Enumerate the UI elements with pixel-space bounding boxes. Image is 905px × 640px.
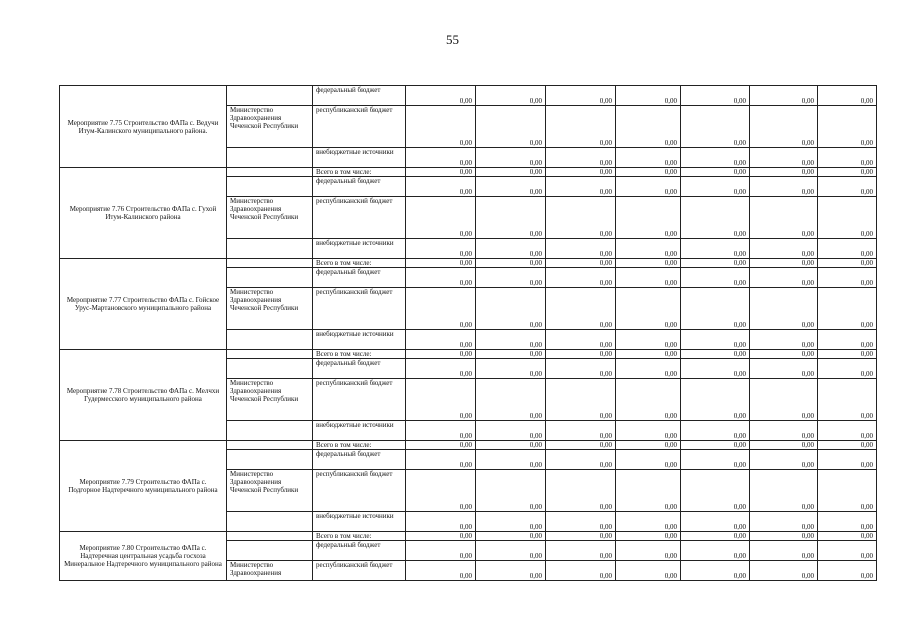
amount-cell: 0,00 xyxy=(681,330,750,350)
org-blank-cell xyxy=(227,86,313,106)
funding-source: федеральный бюджет xyxy=(313,541,406,561)
amount-cell: 0,00 xyxy=(616,379,681,421)
amount-cell: 0,00 xyxy=(750,106,818,148)
amount-cell: 0,00 xyxy=(406,450,476,470)
amount-cell: 0,00 xyxy=(681,168,750,177)
amount-cell: 0,00 xyxy=(546,359,616,379)
amount-cell: 0,00 xyxy=(616,168,681,177)
amount-cell: 0,00 xyxy=(476,441,546,450)
org-blank-cell xyxy=(227,168,313,177)
org-blank-cell xyxy=(227,350,313,359)
amount-cell: 0,00 xyxy=(818,239,877,259)
amount-cell: 0,00 xyxy=(406,541,476,561)
org-blank-cell xyxy=(227,450,313,470)
amount-cell: 0,00 xyxy=(750,259,818,268)
responsible-org: Министерство Здравоохранения Чеченской Республики xyxy=(227,470,313,512)
table-row xyxy=(60,441,877,450)
amount-cell: 0,00 xyxy=(406,168,476,177)
amount-cell: 0,00 xyxy=(476,421,546,441)
amount-cell: 0,00 xyxy=(750,197,818,239)
amount-cell: 0,00 xyxy=(750,330,818,350)
amount-cell: 0,00 xyxy=(681,239,750,259)
funding-source: федеральный бюджет xyxy=(313,268,406,288)
amount-cell: 0,00 xyxy=(406,532,476,541)
funding-source: федеральный бюджет xyxy=(313,177,406,197)
amount-cell: 0,00 xyxy=(546,512,616,532)
funding-source: Всего в том числе: xyxy=(313,532,406,541)
amount-cell: 0,00 xyxy=(750,148,818,168)
funding-source: республиканский бюджет xyxy=(313,561,406,581)
amount-cell: 0,00 xyxy=(681,350,750,359)
funding-source: внебюджетные источники xyxy=(313,330,406,350)
table-row xyxy=(60,168,877,177)
amount-cell: 0,00 xyxy=(616,259,681,268)
amount-cell: 0,00 xyxy=(681,532,750,541)
table-row xyxy=(60,532,877,541)
amount-cell: 0,00 xyxy=(476,541,546,561)
amount-cell: 0,00 xyxy=(750,288,818,330)
amount-cell: 0,00 xyxy=(476,177,546,197)
amount-cell: 0,00 xyxy=(546,421,616,441)
amount-cell: 0,00 xyxy=(476,330,546,350)
amount-cell: 0,00 xyxy=(681,106,750,148)
amount-cell: 0,00 xyxy=(546,268,616,288)
amount-cell: 0,00 xyxy=(818,421,877,441)
funding-source: федеральный бюджет xyxy=(313,450,406,470)
table-row xyxy=(60,259,877,268)
amount-cell: 0,00 xyxy=(616,177,681,197)
amount-cell: 0,00 xyxy=(616,561,681,581)
responsible-org: Министерство Здравоохранения Чеченской Республики xyxy=(227,197,313,239)
amount-cell: 0,00 xyxy=(818,177,877,197)
org-blank-cell xyxy=(227,541,313,561)
amount-cell: 0,00 xyxy=(750,450,818,470)
amount-cell: 0,00 xyxy=(546,197,616,239)
amount-cell: 0,00 xyxy=(476,512,546,532)
amount-cell: 0,00 xyxy=(818,441,877,450)
event-title: Мероприятие 7.77 Строительство ФАПа с. Гойское Урус-Мартановского муниципального района xyxy=(60,259,227,350)
budget-table xyxy=(59,85,877,581)
amount-cell: 0,00 xyxy=(546,541,616,561)
amount-cell: 0,00 xyxy=(476,288,546,330)
budget-table-body xyxy=(60,86,877,581)
amount-cell: 0,00 xyxy=(616,106,681,148)
amount-cell: 0,00 xyxy=(616,470,681,512)
amount-cell: 0,00 xyxy=(818,86,877,106)
amount-cell: 0,00 xyxy=(818,148,877,168)
amount-cell: 0,00 xyxy=(476,148,546,168)
funding-source: внебюджетные источники xyxy=(313,421,406,441)
amount-cell: 0,00 xyxy=(406,268,476,288)
amount-cell: 0,00 xyxy=(616,330,681,350)
funding-source: внебюджетные источники xyxy=(313,148,406,168)
amount-cell: 0,00 xyxy=(546,288,616,330)
amount-cell: 0,00 xyxy=(406,350,476,359)
amount-cell: 0,00 xyxy=(546,532,616,541)
amount-cell: 0,00 xyxy=(750,512,818,532)
org-blank-cell xyxy=(227,239,313,259)
amount-cell: 0,00 xyxy=(406,561,476,581)
amount-cell: 0,00 xyxy=(818,197,877,239)
event-title: Мероприятие 7.76 Строительство ФАПа с. Гухой Итум-Калинского района xyxy=(60,168,227,259)
org-blank-cell xyxy=(227,268,313,288)
funding-source: Всего в том числе: xyxy=(313,259,406,268)
amount-cell: 0,00 xyxy=(681,86,750,106)
amount-cell: 0,00 xyxy=(546,86,616,106)
amount-cell: 0,00 xyxy=(546,148,616,168)
amount-cell: 0,00 xyxy=(406,470,476,512)
amount-cell: 0,00 xyxy=(616,268,681,288)
amount-cell: 0,00 xyxy=(406,421,476,441)
org-blank-cell xyxy=(227,441,313,450)
amount-cell: 0,00 xyxy=(616,450,681,470)
amount-cell: 0,00 xyxy=(476,350,546,359)
amount-cell: 0,00 xyxy=(681,268,750,288)
amount-cell: 0,00 xyxy=(750,379,818,421)
amount-cell: 0,00 xyxy=(681,359,750,379)
amount-cell: 0,00 xyxy=(546,239,616,259)
org-blank-cell xyxy=(227,330,313,350)
amount-cell: 0,00 xyxy=(616,532,681,541)
amount-cell: 0,00 xyxy=(750,532,818,541)
amount-cell: 0,00 xyxy=(406,148,476,168)
amount-cell: 0,00 xyxy=(476,532,546,541)
amount-cell: 0,00 xyxy=(546,379,616,421)
amount-cell: 0,00 xyxy=(546,561,616,581)
amount-cell: 0,00 xyxy=(750,268,818,288)
amount-cell: 0,00 xyxy=(406,441,476,450)
amount-cell: 0,00 xyxy=(681,177,750,197)
funding-source: республиканский бюджет xyxy=(313,197,406,239)
org-blank-cell xyxy=(227,148,313,168)
responsible-org: Министерство Здравоохранения xyxy=(227,561,313,581)
funding-source: федеральный бюджет xyxy=(313,359,406,379)
amount-cell: 0,00 xyxy=(546,259,616,268)
amount-cell: 0,00 xyxy=(750,561,818,581)
funding-source: республиканский бюджет xyxy=(313,379,406,421)
amount-cell: 0,00 xyxy=(406,239,476,259)
page-number: 55 xyxy=(446,32,459,47)
funding-source: федеральный бюджет xyxy=(313,86,406,106)
amount-cell: 0,00 xyxy=(818,512,877,532)
org-blank-cell xyxy=(227,177,313,197)
amount-cell: 0,00 xyxy=(681,197,750,239)
amount-cell: 0,00 xyxy=(818,106,877,148)
amount-cell: 0,00 xyxy=(406,512,476,532)
responsible-org: Министерство Здравоохранения Чеченской Республики xyxy=(227,106,313,148)
amount-cell: 0,00 xyxy=(546,470,616,512)
amount-cell: 0,00 xyxy=(616,288,681,330)
amount-cell: 0,00 xyxy=(476,450,546,470)
funding-source: республиканский бюджет xyxy=(313,106,406,148)
amount-cell: 0,00 xyxy=(681,259,750,268)
amount-cell: 0,00 xyxy=(546,350,616,359)
amount-cell: 0,00 xyxy=(818,259,877,268)
amount-cell: 0,00 xyxy=(616,512,681,532)
amount-cell: 0,00 xyxy=(750,168,818,177)
amount-cell: 0,00 xyxy=(681,470,750,512)
amount-cell: 0,00 xyxy=(546,450,616,470)
amount-cell: 0,00 xyxy=(818,541,877,561)
amount-cell: 0,00 xyxy=(616,541,681,561)
amount-cell: 0,00 xyxy=(406,106,476,148)
table-row xyxy=(60,86,877,106)
amount-cell: 0,00 xyxy=(406,379,476,421)
org-blank-cell xyxy=(227,421,313,441)
amount-cell: 0,00 xyxy=(476,197,546,239)
amount-cell: 0,00 xyxy=(476,239,546,259)
amount-cell: 0,00 xyxy=(818,532,877,541)
amount-cell: 0,00 xyxy=(750,86,818,106)
amount-cell: 0,00 xyxy=(616,148,681,168)
amount-cell: 0,00 xyxy=(546,441,616,450)
amount-cell: 0,00 xyxy=(546,168,616,177)
amount-cell: 0,00 xyxy=(750,421,818,441)
amount-cell: 0,00 xyxy=(616,350,681,359)
amount-cell: 0,00 xyxy=(681,512,750,532)
responsible-org: Министерство Здравоохранения Чеченской Республики xyxy=(227,288,313,330)
org-blank-cell xyxy=(227,532,313,541)
amount-cell: 0,00 xyxy=(616,441,681,450)
amount-cell: 0,00 xyxy=(818,379,877,421)
event-title: Мероприятие 7.75 Строительство ФАПа с. Ведучи Итум-Калинского муниципального района. xyxy=(60,86,227,168)
amount-cell: 0,00 xyxy=(750,441,818,450)
amount-cell: 0,00 xyxy=(476,168,546,177)
amount-cell: 0,00 xyxy=(406,86,476,106)
amount-cell: 0,00 xyxy=(818,561,877,581)
org-blank-cell xyxy=(227,359,313,379)
amount-cell: 0,00 xyxy=(476,379,546,421)
amount-cell: 0,00 xyxy=(546,177,616,197)
table-row xyxy=(60,350,877,359)
amount-cell: 0,00 xyxy=(681,421,750,441)
amount-cell: 0,00 xyxy=(616,197,681,239)
amount-cell: 0,00 xyxy=(681,450,750,470)
funding-source: Всего в том числе: xyxy=(313,350,406,359)
responsible-org: Министерство Здравоохранения Чеченской Республики xyxy=(227,379,313,421)
amount-cell: 0,00 xyxy=(818,350,877,359)
event-title: Мероприятие 7.80 Строительство ФАПа с. Надтеречная центральная усадьба госхоза Минеральное Надтеречного муниципального района xyxy=(60,532,227,581)
amount-cell: 0,00 xyxy=(681,379,750,421)
amount-cell: 0,00 xyxy=(681,561,750,581)
funding-source: республиканский бюджет xyxy=(313,470,406,512)
amount-cell: 0,00 xyxy=(406,330,476,350)
amount-cell: 0,00 xyxy=(818,168,877,177)
amount-cell: 0,00 xyxy=(546,106,616,148)
amount-cell: 0,00 xyxy=(406,197,476,239)
amount-cell: 0,00 xyxy=(406,177,476,197)
event-title: Мероприятие 7.78 Строительство ФАПа с. Мелчхи Гудермесского муниципального района xyxy=(60,350,227,441)
amount-cell: 0,00 xyxy=(476,106,546,148)
amount-cell: 0,00 xyxy=(406,259,476,268)
funding-source: Всего в том числе: xyxy=(313,168,406,177)
amount-cell: 0,00 xyxy=(616,421,681,441)
org-blank-cell xyxy=(227,259,313,268)
amount-cell: 0,00 xyxy=(750,239,818,259)
funding-source: республиканский бюджет xyxy=(313,288,406,330)
event-title: Мероприятие 7.79 Строительство ФАПа с. Подгорное Надтеречного муниципального района xyxy=(60,441,227,532)
org-blank-cell xyxy=(227,512,313,532)
amount-cell: 0,00 xyxy=(476,259,546,268)
amount-cell: 0,00 xyxy=(750,350,818,359)
amount-cell: 0,00 xyxy=(406,359,476,379)
amount-cell: 0,00 xyxy=(616,359,681,379)
amount-cell: 0,00 xyxy=(681,288,750,330)
amount-cell: 0,00 xyxy=(681,441,750,450)
amount-cell: 0,00 xyxy=(681,148,750,168)
amount-cell: 0,00 xyxy=(818,330,877,350)
funding-source: внебюджетные источники xyxy=(313,239,406,259)
amount-cell: 0,00 xyxy=(818,359,877,379)
amount-cell: 0,00 xyxy=(750,470,818,512)
amount-cell: 0,00 xyxy=(616,239,681,259)
amount-cell: 0,00 xyxy=(750,177,818,197)
amount-cell: 0,00 xyxy=(406,288,476,330)
amount-cell: 0,00 xyxy=(818,450,877,470)
amount-cell: 0,00 xyxy=(616,86,681,106)
amount-cell: 0,00 xyxy=(818,470,877,512)
amount-cell: 0,00 xyxy=(476,470,546,512)
amount-cell: 0,00 xyxy=(476,359,546,379)
amount-cell: 0,00 xyxy=(750,359,818,379)
amount-cell: 0,00 xyxy=(750,541,818,561)
amount-cell: 0,00 xyxy=(546,330,616,350)
amount-cell: 0,00 xyxy=(476,561,546,581)
amount-cell: 0,00 xyxy=(681,541,750,561)
amount-cell: 0,00 xyxy=(818,268,877,288)
amount-cell: 0,00 xyxy=(818,288,877,330)
amount-cell: 0,00 xyxy=(476,268,546,288)
amount-cell: 0,00 xyxy=(476,86,546,106)
funding-source: Всего в том числе: xyxy=(313,441,406,450)
funding-source: внебюджетные источники xyxy=(313,512,406,532)
